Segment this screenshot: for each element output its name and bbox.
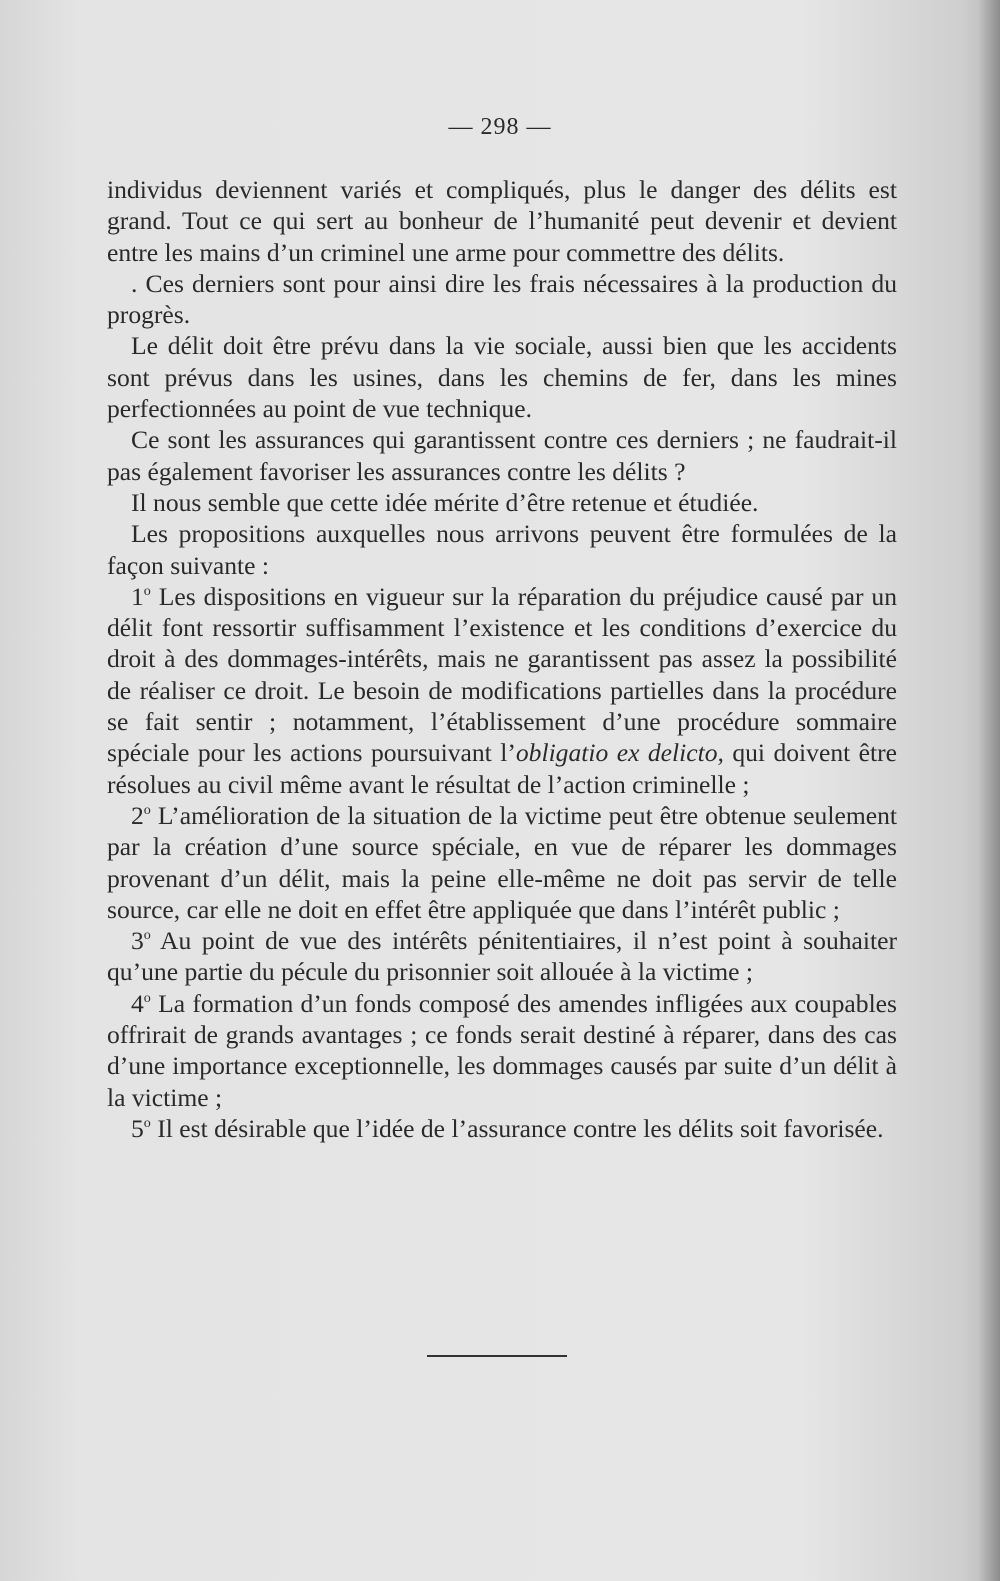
item-text: Au point de vue des intérêts pénitentiaires, il n’est point à souhaiter qu’une partie du pécule du prisonnier soit allouée à la victime ; xyxy=(107,926,897,987)
item-number: 1 xyxy=(131,581,144,611)
binding-shadow xyxy=(978,0,1000,1581)
item-ordinal-mark: o xyxy=(143,802,151,819)
item-ordinal-mark: o xyxy=(143,927,151,944)
item-ordinal-mark: o xyxy=(143,583,151,600)
item-text: Il est désirable que l’idée de l’assurance contre les délits soit favorisée. xyxy=(150,1113,884,1143)
closing-rule xyxy=(427,1355,567,1357)
page-number: — 298 — xyxy=(448,114,552,140)
paragraph: Les propositions auxquelles nous arrivons peuvent être formulées de la façon suivante : xyxy=(107,519,897,580)
item-number: 4 xyxy=(131,988,144,1018)
item-ordinal-mark: o xyxy=(143,1115,151,1132)
proposition-item-4 xyxy=(107,988,897,1113)
item-number: 2 xyxy=(131,800,144,830)
item-text: qui doivent être résolues au civil même avant le résultat de l’action criminelle ; xyxy=(107,738,897,799)
item-text: L’amélioration de la situation de la victime peut être obtenue seulement par la création d’une source spéciale, en vue de réparer les dommages provenant d’un délit, mais la peine elle-même ne doit pas servir de telle source, car elle ne doit en effet être appliquée que dans l’intérêt public ; xyxy=(107,800,897,924)
paragraph: Ce sont les assurances qui garantissent contre ces derniers ; ne faudrait-il pas également favoriser les assurances contre les délits ? xyxy=(107,425,897,486)
proposition-item-3 xyxy=(107,925,897,988)
paragraph: Le délit doit être prévu dans la vie sociale, aussi bien que les accidents sont prévus dans les usines, dans les chemins de fer, dans les mines perfectionnées au point de vue technique. xyxy=(107,331,897,424)
paragraph: individus deviennent variés et compliqués, plus le danger des délits est grand. Tout ce qui sert au bonheur de l’humanité peut devenir et devient entre les mains d’un criminel une arme pour commettre des délits. xyxy=(107,175,897,267)
proposition-item-5 xyxy=(107,1113,897,1144)
paragraph: Il nous semble que cette idée mérite d’être retenue et étudiée. xyxy=(131,487,759,517)
item-number: 3 xyxy=(131,926,144,956)
item-number: 5 xyxy=(131,1113,144,1143)
item-text: Les dispositions en vigueur sur la réparation du préjudice causé par un délit font ressortir suffisamment l’existence et les conditions d’exercice du droit à des dommages-intérêts, mais ne garantissent pas assez la possibilité de réaliser ce droit. Le besoin de modifications partielles dans la procédure se fait sentir ; notamment, l’établissement d’une procédure sommaire spéciale pour les actions poursuivant l’ xyxy=(107,581,897,768)
body-text xyxy=(107,174,897,1144)
item-italic-term: obligatio ex delicto, xyxy=(515,738,724,768)
item-ordinal-mark: o xyxy=(143,989,151,1006)
proposition-item-2 xyxy=(107,800,897,925)
proposition-item-1 xyxy=(107,581,897,800)
paragraph: . Ces derniers sont pour ainsi dire les frais nécessaires à la production du progrès. xyxy=(107,268,897,330)
item-text: La formation d’un fonds composé des amendes infligées aux coupables offrirait de grands avantages ; ce fonds serait destiné à réparer, dans des cas d’une importance exceptionnelle, les dommages causés par suite d’un délit à la victime ; xyxy=(107,988,897,1112)
